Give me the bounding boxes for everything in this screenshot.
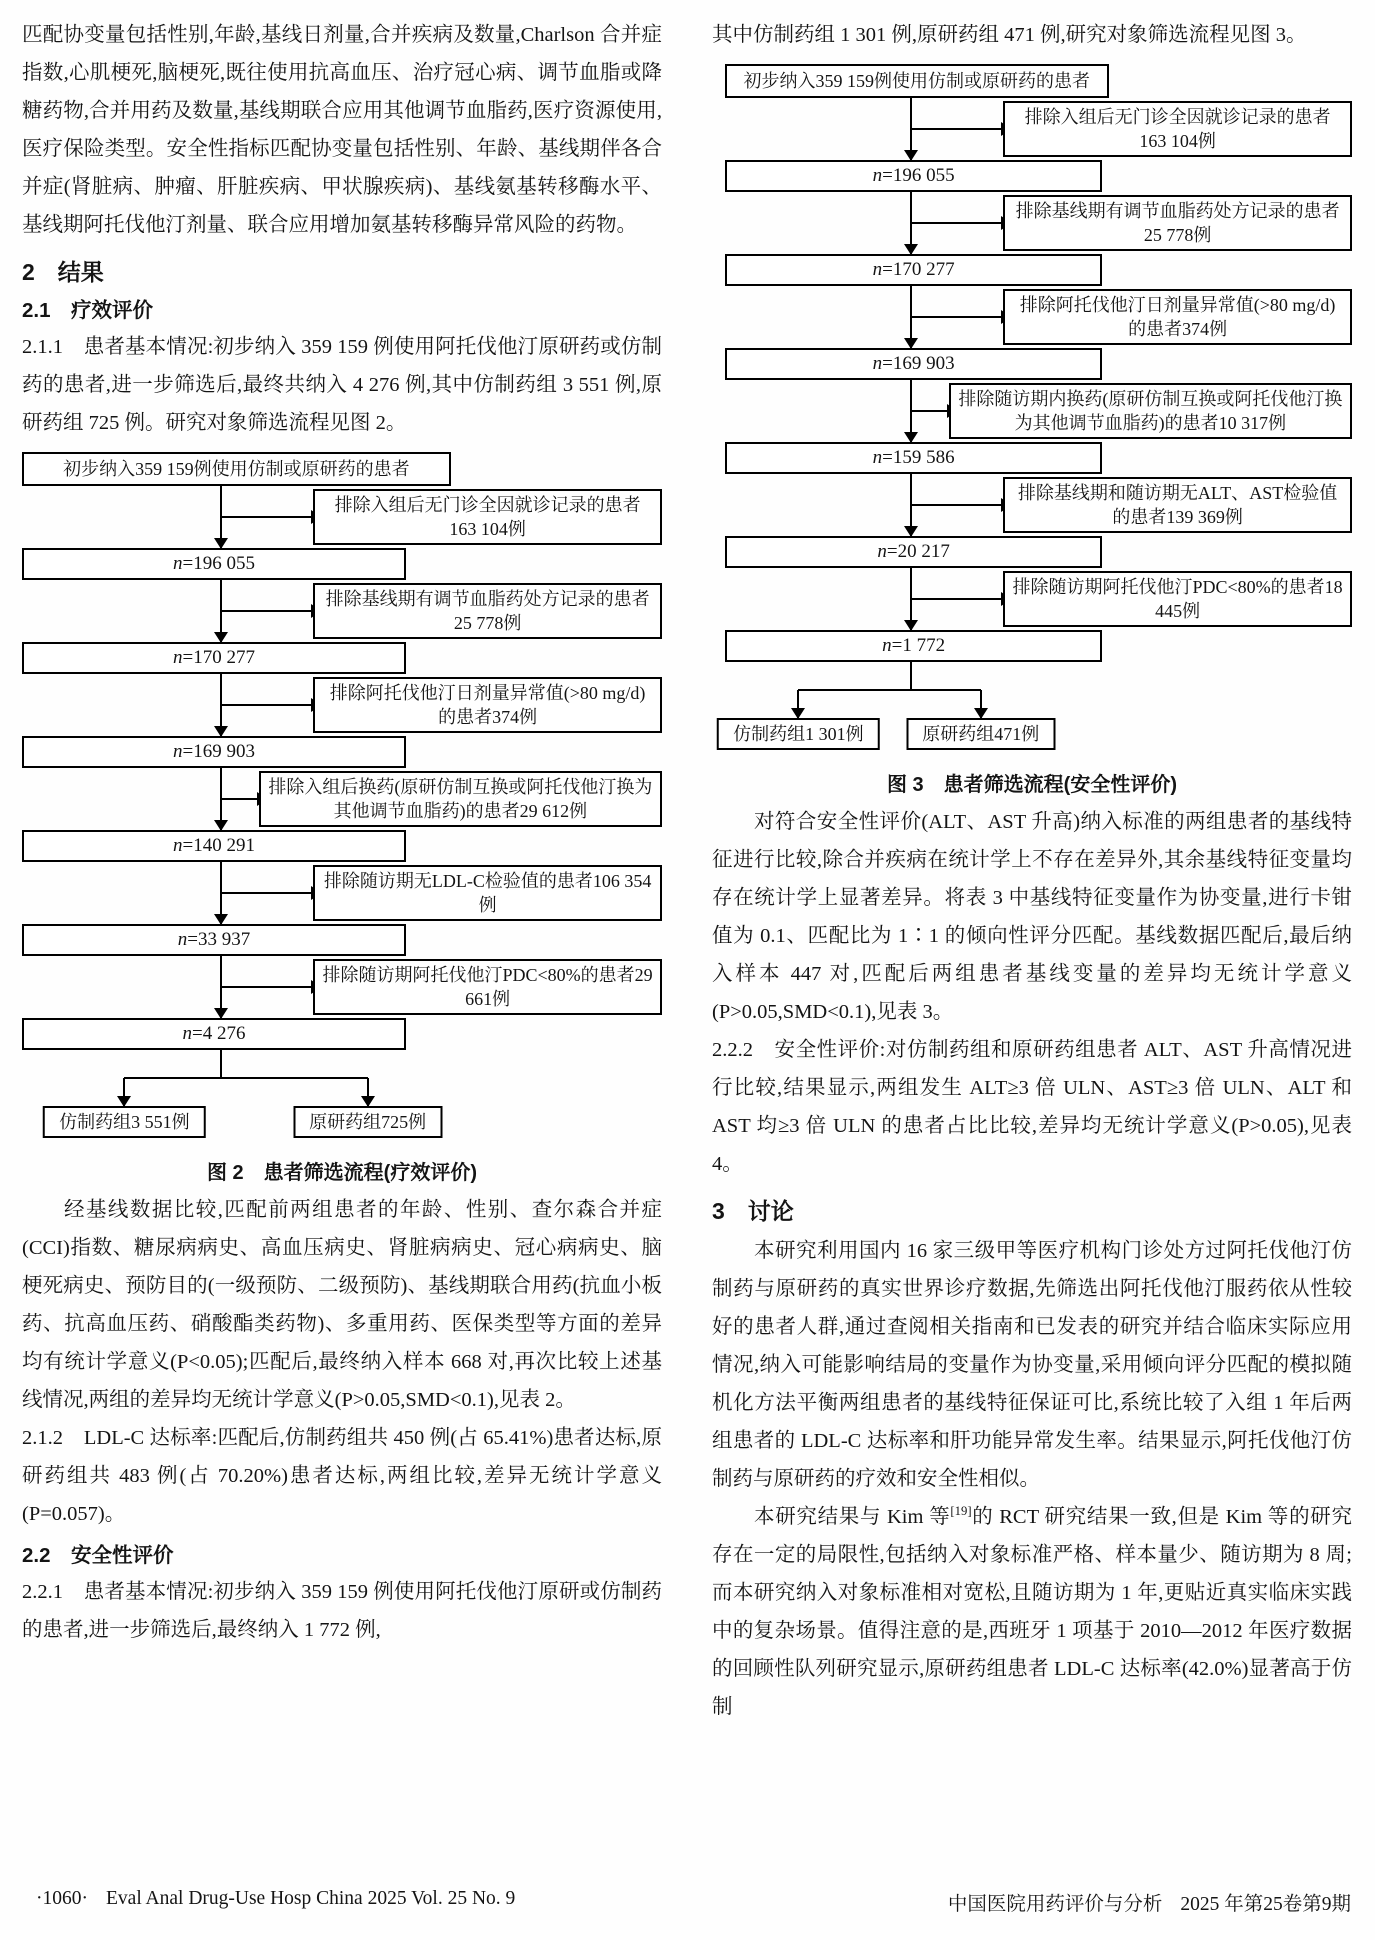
figure2-caption: 图 2 患者筛选流程(疗效评价)	[207, 1162, 477, 1184]
arrow-down-icon	[123, 1078, 125, 1106]
split-horizontal-line	[124, 1077, 367, 1079]
flow-connector	[22, 862, 662, 924]
arrow-right-icon	[910, 222, 1003, 224]
arrow-right-icon	[220, 610, 313, 612]
n-value: =196 055	[182, 553, 255, 574]
flow-count-box	[725, 254, 1103, 286]
arrow-right-icon	[910, 598, 1003, 600]
arrow-down-icon	[980, 690, 982, 718]
flow-connector	[712, 192, 1352, 254]
n-value: =33 937	[187, 929, 251, 950]
paragraph-222-safety: 2.2.2 安全性评价:对仿制药组和原研药组患者 ALT、AST 升高情况进行比较,结果显示,两组发生 ALT≥3 倍 ULN、AST≥3 倍 ULN、ALT 和 AST 均≥3 倍 ULN 的患者占比比较,差异均无统计学意义(P>0.05),见表 4。	[712, 1039, 1352, 1175]
arrow-right-icon	[220, 704, 313, 706]
arrow-right-icon	[220, 892, 313, 894]
arrow-right-icon	[220, 516, 313, 518]
flow-exclusion-box: 排除基线期有调节血脂药处方记录的患者25 778例	[1003, 195, 1352, 251]
flow-count-box	[22, 830, 406, 862]
flow-count-box	[725, 348, 1103, 380]
n-symbol: n	[872, 353, 883, 374]
flow-split-connector	[22, 1050, 662, 1106]
paragraph-baseline-comparison: 经基线数据比较,匹配前两组患者的年龄、性别、查尔森合并症(CCI)指数、糖尿病病史、高血压病史、肾脏病病史、冠心病病史、脑梗死病史、预防目的(一级预防、二级预防)、基线期联合用药(抗血小板药、抗高血压药、硝酸酯类药物)、多重用药、医保类型等方面的差异均有统计学意义(P<0.05);匹配后,最终纳入样本 668 对,再次比较上述基线情况,两组的差异均无统计学意义(P>0.05,SMD<0.1),见表 2。	[22, 1199, 662, 1411]
flow-branch-originator-group: 原研药组725例	[293, 1106, 442, 1138]
n-symbol: n	[182, 1023, 193, 1044]
flow-exclusion-box: 排除基线期有调节血脂药处方记录的患者25 778例	[313, 583, 662, 639]
journal-name-english: Eval Anal Drug-Use Hosp China 2025 Vol. 25 No. 9	[106, 1888, 516, 1909]
paragraph-221-continued: 其中仿制药组 1 301 例,原研药组 471 例,研究对象筛选流程见图 3。	[712, 24, 1307, 46]
subsection-heading-safety: 2.2 安全性评价	[22, 1544, 174, 1567]
flow-count-box	[725, 536, 1103, 568]
flow-exclusion-box: 排除随访期阿托伐他汀PDC<80%的患者29 661例	[313, 959, 662, 1015]
left-column	[22, 16, 662, 1726]
paragraph-covariates: 匹配协变量包括性别,年龄,基线日剂量,合并疾病及数量,Charlson 合并症指数,心肌梗死,脑梗死,既往使用抗高血压、治疗冠心病、调节血脂或降糖药物,合并用药及数量,基线期联合应用其他调节血脂药,医疗资源使用,医疗保险类型。安全性指标匹配协变量包括性别、年龄、基线期伴各合并症(肾脏病、肿瘤、肝脏疾病、甲状腺疾病)、基线氨基转移酶水平、基线期阿托伐他汀剂量、联合应用增加氨基转移酶异常风险的药物。	[22, 24, 662, 236]
flow-branches	[712, 718, 1352, 756]
flow-count-box	[22, 1018, 406, 1050]
n-symbol: n	[872, 447, 883, 468]
flow-split-connector	[712, 662, 1352, 718]
flow-connector	[22, 486, 662, 548]
figure2-flowchart	[22, 452, 662, 1144]
arrow-right-icon	[910, 128, 1003, 130]
arrow-right-icon	[910, 316, 1003, 318]
flow-count-box	[725, 442, 1103, 474]
discussion-2-text: 的 RCT 研究结果一致,但是 Kim 等的研究存在一定的局限性,包括纳入对象标准严格、样本量少、随访期为 8 周;而本研究纳入对象标准相对宽松,且随访期为 1 年,更贴近真实临床实践中的复杂场景。值得注意的是,西班牙 1 项基于 2010—2012 年医疗数据的回顾性队列研究显示,原研药组患者 LDL-C 达标率(42.0%)显著高于仿制	[712, 1506, 1352, 1718]
flow-start-box: 初步纳入359 159例使用仿制或原研药的患者	[725, 64, 1109, 98]
paragraph-safety-baseline: 对符合安全性评价(ALT、AST 升高)纳入标准的两组患者的基线特征进行比较,除合并疾病在统计学上不存在差异外,其余基线特征变量均存在统计学上显著差异。将表 3 中基线特征变量作为协变量,进行卡钳值为 0.1、匹配比为 1∶1 的倾向性评分匹配。基线数据匹配后,最后纳入样本 447 对,匹配后两组患者基线变量的差异均无统计学意义(P>0.05,SMD<0.1),见表 3。	[712, 811, 1352, 1023]
n-value: =20 217	[886, 541, 950, 562]
flow-count-box	[725, 160, 1103, 192]
flow-connector	[22, 768, 662, 830]
section-heading-discussion: 3 讨论	[712, 1198, 794, 1224]
footer-right	[948, 1888, 1351, 1916]
paragraph-221-patients: 2.2.1 患者基本情况:初步纳入 359 159 例使用阿托伐他汀原研或仿制药的患者,进一步筛选后,最终纳入 1 772 例,	[22, 1581, 662, 1641]
footer-left	[36, 1888, 515, 1916]
n-symbol: n	[872, 259, 883, 280]
arrow-right-icon	[910, 504, 1003, 506]
flow-exclusion-box: 排除入组后无门诊全因就诊记录的患者163 104例	[313, 489, 662, 545]
journal-name-chinese: 中国医院用药评价与分析	[947, 1894, 1163, 1915]
n-value: =159 586	[882, 447, 955, 468]
n-symbol: n	[173, 835, 183, 856]
arrow-right-icon	[910, 410, 948, 412]
n-symbol: n	[177, 929, 188, 950]
flow-connector	[712, 568, 1352, 630]
flow-connector	[712, 98, 1352, 160]
n-symbol: n	[173, 553, 183, 574]
flow-branches	[22, 1106, 662, 1144]
paragraph-discussion-2	[712, 1498, 1352, 1726]
flow-branch-originator-group: 原研药组471例	[906, 718, 1055, 750]
page-number: ·1060·	[36, 1888, 88, 1909]
n-symbol: n	[877, 541, 887, 562]
n-value: =196 055	[882, 165, 955, 186]
flow-exclusion-box: 排除阿托伐他汀日剂量异常值(>80 mg/d)的患者374例	[313, 677, 662, 733]
n-value: =169 903	[182, 741, 255, 762]
flow-connector	[22, 956, 662, 1018]
n-symbol: n	[173, 741, 183, 762]
flow-exclusion-box: 排除入组后换药(原研仿制互换或阿托伐他汀换为其他调节血脂药)的患者29 612例	[259, 771, 662, 827]
section-heading-results: 2 结果	[22, 259, 104, 285]
flow-exclusion-box: 排除随访期无LDL-C检验值的患者106 354例	[313, 865, 662, 921]
n-value: =170 277	[182, 647, 255, 668]
arrow-right-icon	[220, 986, 313, 988]
figure3-flowchart	[712, 64, 1352, 756]
figure3-caption: 图 3 患者筛选流程(安全性评价)	[887, 774, 1177, 796]
two-column-layout	[22, 16, 1353, 1726]
arrow-down-icon	[367, 1078, 369, 1106]
discussion-2-text: 本研究结果与 Kim 等	[754, 1506, 951, 1528]
paragraph-211-patients: 2.1.1 患者基本情况:初步纳入 359 159 例使用阿托伐他汀原研药或仿制药的患者,进一步筛选后,最终共纳入 4 276 例,其中仿制药组 3 551 例,原研药组 725 例。研究对象筛选流程见图 2。	[22, 336, 662, 434]
flow-branch-generic-group: 仿制药组3 551例	[43, 1106, 206, 1138]
n-symbol: n	[882, 635, 892, 656]
split-horizontal-line	[798, 689, 980, 691]
flow-connector	[22, 674, 662, 736]
flow-exclusion-box: 排除随访期阿托伐他汀PDC<80%的患者18 445例	[1003, 571, 1352, 627]
flow-count-box	[22, 548, 406, 580]
flow-exclusion-box: 排除基线期和随访期无ALT、AST检验值的患者139 369例	[1003, 477, 1352, 533]
flow-exclusion-box: 排除入组后无门诊全因就诊记录的患者163 104例	[1003, 101, 1352, 157]
flow-count-box	[22, 736, 406, 768]
flow-count-box	[22, 642, 406, 674]
flow-connector	[22, 580, 662, 642]
flow-count-box	[22, 924, 406, 956]
flow-start-box: 初步纳入359 159例使用仿制或原研药的患者	[22, 452, 451, 486]
flow-connector	[712, 380, 1352, 442]
flow-count-box	[725, 630, 1103, 662]
flow-connector	[712, 474, 1352, 536]
arrow-right-icon	[220, 798, 258, 800]
flow-exclusion-box: 排除随访期内换药(原研仿制互换或阿托伐他汀换为其他调节血脂药)的患者10 317例	[949, 383, 1352, 439]
flow-connector	[712, 286, 1352, 348]
n-value: =1 772	[891, 635, 946, 656]
citation-ref: [19]	[950, 1504, 972, 1519]
journal-issue: 2025 年第25卷第9期	[1180, 1894, 1351, 1915]
split-stem-line	[910, 662, 912, 690]
flow-exclusion-box: 排除阿托伐他汀日剂量异常值(>80 mg/d)的患者374例	[1003, 289, 1352, 345]
flow-branch-generic-group: 仿制药组1 301例	[717, 718, 880, 750]
n-value: =140 291	[182, 835, 255, 856]
paragraph-discussion-1: 本研究利用国内 16 家三级甲等医疗机构门诊处方过阿托伐他汀仿制药与原研药的真实世界诊疗数据,先筛选出阿托伐他汀服药依从性较好的患者人群,通过查阅相关指南和已发表的研究并结合临床实际应用情况,纳入可能影响结局的变量作为协变量,采用倾向评分匹配的模拟随机化方法平衡两组患者的基线特征保证可比,系统比较了入组 1 年后两组患者的 LDL-C 达标率和肝功能异常发生率。结果显示,阿托伐他汀仿制药与原研药的疗效和安全性相似。	[712, 1240, 1352, 1490]
n-value: =169 903	[882, 353, 955, 374]
n-symbol: n	[872, 165, 883, 186]
right-column	[712, 16, 1352, 1726]
paragraph-212-ldlc: 2.1.2 LDL-C 达标率:匹配后,仿制药组共 450 例(占 65.41%)患者达标,原研药组共 483 例(占 70.20%)患者达标,两组比较,差异无统计学意义(P=0.057)。	[22, 1427, 662, 1525]
n-symbol: n	[173, 647, 183, 668]
n-value: =170 277	[882, 259, 955, 280]
split-stem-line	[220, 1050, 222, 1078]
arrow-down-icon	[797, 690, 799, 718]
subsection-heading-efficacy: 2.1 疗效评价	[22, 299, 153, 322]
n-value: =4 276	[192, 1023, 246, 1044]
page-footer	[36, 1888, 1351, 1916]
